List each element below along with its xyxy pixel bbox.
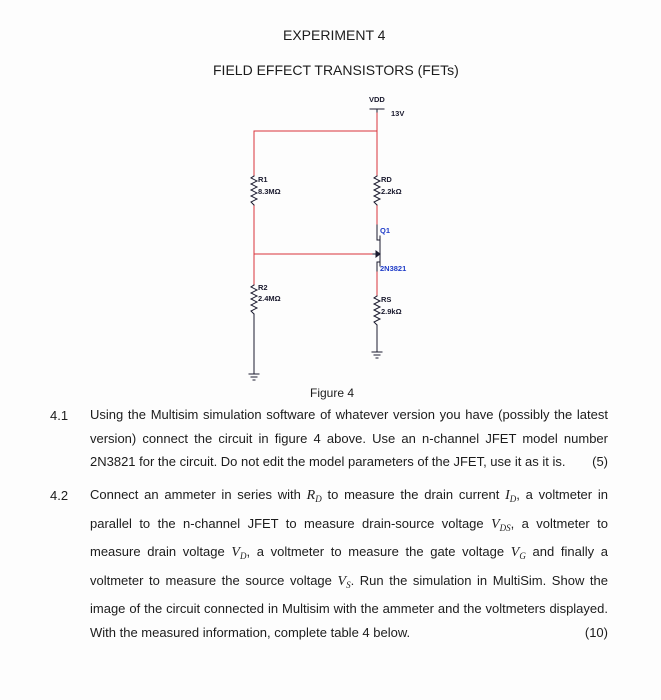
r2-resistor <box>251 285 257 314</box>
question-4-2-number: 4.2 <box>50 488 69 503</box>
question-4-2-part3: , a voltmeter in parallel to the n-channel JFET to measure drain-source voltage <box>90 487 608 531</box>
q1-model: 2N3821 <box>380 264 407 273</box>
question-4-2-marks: (10) <box>584 624 608 640</box>
question-4-1-text <box>90 403 608 474</box>
rs-value: 2.9kΩ <box>381 307 402 316</box>
q1-label: Q1 <box>380 226 391 235</box>
question-4-2-part2: to measure the drain current <box>327 487 500 502</box>
question-4-2-part4: , a voltmeter to measure drain voltage <box>90 515 609 559</box>
vdd-value: 13V <box>391 109 405 118</box>
figure-caption: Figure 4 <box>310 386 355 400</box>
ground-symbol-right <box>372 352 382 358</box>
vdd-label: VDD <box>369 95 385 104</box>
question-4-1-number: 4.1 <box>50 408 69 423</box>
r1-resistor <box>251 176 257 205</box>
experiment-topic: FIELD EFFECT TRANSISTORS (FETs) <box>213 62 459 78</box>
rd-resistor <box>374 176 380 205</box>
r1-label: R1 <box>258 175 268 184</box>
r1-value: 8.3MΩ <box>258 187 281 196</box>
question-4-1-body: Using the Multisim simulation software of whatever version you have (possibly the latest version) connect the circuit in figure 4 above. Use an n-channel JFET model number 2N3821 for the circuit. Do not edit the model parameters of the JFET, use it as it is. <box>90 407 608 469</box>
rd-label: RD <box>381 175 392 184</box>
question-4-1-marks: (5) <box>592 454 608 469</box>
jfet-q1 <box>373 225 380 271</box>
experiment-title: EXPERIMENT 4 <box>283 27 386 43</box>
rs-resistor <box>374 296 380 325</box>
r2-value: 2.4MΩ <box>258 294 281 303</box>
symbol-vs: $V_S$ <box>337 573 351 590</box>
r2-label: R2 <box>258 283 268 292</box>
circuit-wires <box>254 111 377 296</box>
symbol-rd: $R_D$ <box>306 488 322 504</box>
question-4-2-part6: and finally a voltmeter to measure the source voltage <box>90 544 608 588</box>
question-4-2-part5: , a voltmeter to measure the gate voltage <box>246 544 505 559</box>
question-4-2-part1: Connect an ammeter in series with <box>90 487 301 502</box>
question-4-2-part7: . Run the simulation in MultiSim. Show the image of the circuit connected in Multisim with the ammeter and the voltmeters displayed. With the measured information, complete table 4 below. <box>90 572 608 640</box>
rs-label: RS <box>381 295 392 304</box>
symbol-vds: $V_{DS}$ <box>491 516 511 533</box>
ground-symbol-left <box>249 374 259 380</box>
symbol-vg: $V_G$ <box>510 545 526 561</box>
rd-value: 2.2kΩ <box>381 187 402 196</box>
question-4-2-text <box>90 483 608 644</box>
symbol-id: $I_D$ <box>505 488 517 504</box>
symbol-vd: $V_D$ <box>231 545 247 561</box>
